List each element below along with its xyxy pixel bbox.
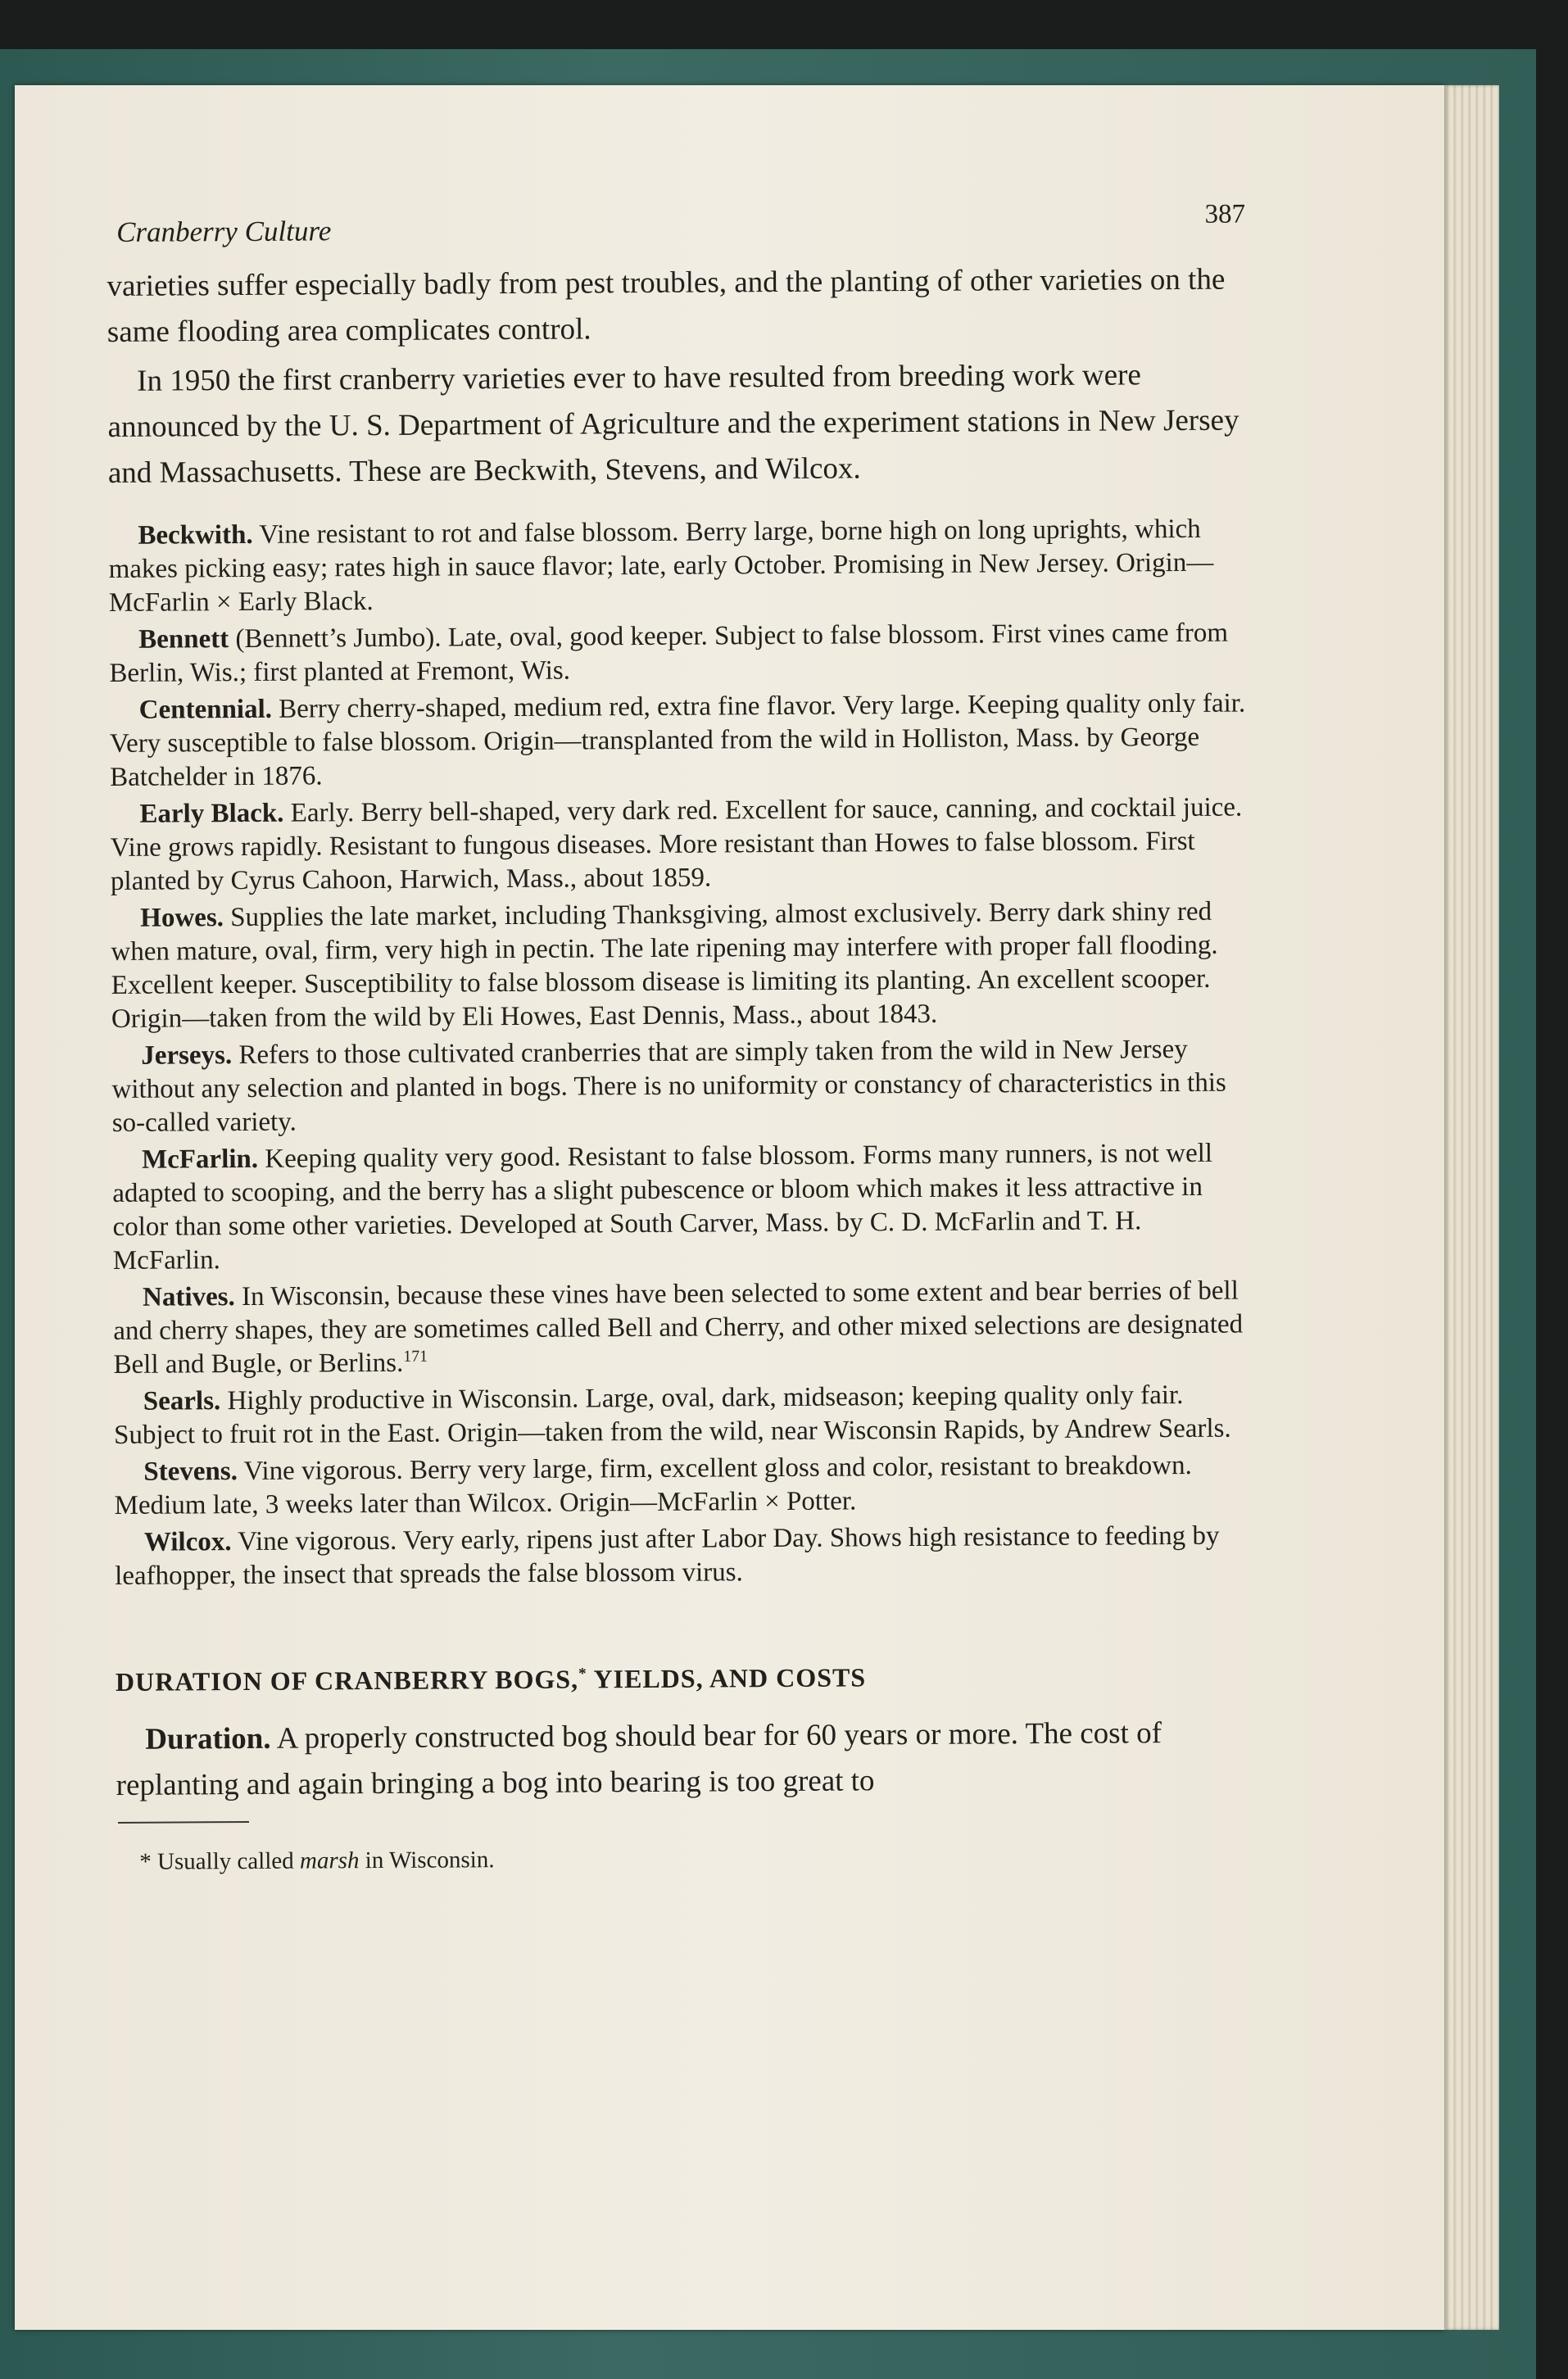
variety-name: Natives. [142, 1282, 235, 1312]
variety-name: McFarlin. [141, 1144, 259, 1175]
duration-text: A properly constructed bog should bear for 60 years or more. The cost of replanting and again bringing a bog into bearing is too great to [116, 1716, 1162, 1802]
variety-name: Wilcox. [143, 1527, 232, 1557]
footnote-rest: in Wisconsin. [359, 1847, 495, 1874]
variety-description: In Wisconsin, because these vines have been selected to some extent and bear berries of bell and cherry shapes, they are sometimes called Bell and Cherry, and other mixed selections are designated Bell and Bugle, or Berlins. [113, 1276, 1244, 1380]
variety-entry-early-black [110, 791, 1249, 898]
variety-entry-mcfarlin [112, 1136, 1252, 1277]
variety-description: Vine vigorous. Very early, ripens just after Labor Day. Shows high resistance to feeding by leafhopper, the insect that spreads the false blossom virus. [115, 1520, 1220, 1591]
variety-list [108, 513, 1253, 1593]
variety-name: Centennial. [138, 694, 273, 725]
variety-description: (Bennett’s Jumbo). Late, oval, good keeper. Subject to false blossom. First vines came from Berlin, Wis.; first planted at Fremont, Wis. [109, 618, 1229, 688]
variety-name: Searls. [143, 1386, 221, 1416]
duration-paragraph [116, 1710, 1255, 1808]
section-heading-rest: YIELDS, AND COSTS [587, 1662, 867, 1694]
intro-paragraph-2: In 1950 the first cranberry varieties ever to have resulted from breeding work were announced by the U. S. Department of Agriculture and the experiment stations in New Jersey and Massachusetts. These are Beckwith, Stevens, and Wilcox. [107, 358, 1239, 490]
variety-entry-searls [114, 1378, 1253, 1452]
variety-description: Early. Berry bell-shaped, very dark red. Excellent for sauce, canning, and cocktail juice. Vine grows rapidly. Resistant to fungous diseases. More resistant than Howes to false blossom. First planted by Cyrus Cahoon, Harwich, Mass., about 1859. [110, 792, 1243, 896]
page-edges [1442, 85, 1499, 2330]
book-page [15, 85, 1444, 2330]
intro-paragraph-1: varieties suffer especially badly from pest troubles, and the planting of other varieties on the same flooding area complicates control. [106, 262, 1226, 349]
variety-description: Vine resistant to rot and false blossom. Berry large, borne high on long uprights, which makes picking easy; rates high in sauce flavor; late, early October. Promising in New Jersey. Origin—McFarlin × Early Black. [108, 514, 1214, 618]
section-heading-text: DURATION OF CRANBERRY BOGS, [115, 1664, 579, 1697]
variety-description: Refers to those cultivated cranberries that are simply taken from the wild in New Jersey without any selection and planted in bogs. There is no uniformity or constancy of characteristics in this so-called variety. [111, 1034, 1226, 1138]
variety-entry-jerseys [111, 1032, 1251, 1140]
variety-description: Berry cherry-shaped, medium red, extra fine flavor. Very large. Keeping quality only fair. Very susceptible to false blossom. Origin—transplanted from the wild in Holliston, Mass. by George Batchelder in 1876. [109, 688, 1246, 792]
footnote-italic: marsh [299, 1847, 360, 1874]
citation-superscript: 171 [403, 1347, 428, 1366]
variety-entry-wilcox [115, 1519, 1253, 1593]
footnote-text: * Usually called [139, 1847, 301, 1875]
section-heading [116, 1660, 1254, 1697]
variety-name: Bennett [138, 624, 229, 655]
footnote-mark: * [578, 1665, 587, 1683]
variety-entry-natives [113, 1274, 1253, 1381]
page-content [106, 199, 1256, 1901]
variety-name: Jerseys. [141, 1040, 233, 1071]
variety-description: Highly productive in Wisconsin. Large, oval, dark, midseason; keeping quality only fair. Subject to fruit rot in the East. Origin—taken from the wild, near Wisconsin Rapids, by Andrew Searls. [113, 1380, 1231, 1450]
duration-term: Duration. [145, 1721, 271, 1756]
variety-description: Keeping quality very good. Resistant to false blossom. Forms many runners, is not well adapted to scooping, and the berry has a slight pubescence or bloom which makes it less attractive in color than some other varieties. Developed at South Carver, Mass. by C. D. McFarlin and T. H. McFarlin. [112, 1138, 1213, 1276]
page-header [106, 199, 1246, 264]
variety-entry-bennett [109, 616, 1248, 690]
footnote-divider [118, 1821, 249, 1824]
variety-entry-beckwith [108, 513, 1248, 620]
variety-description: Vine vigorous. Berry very large, firm, excellent gloss and color, resistant to breakdown. Medium late, 3 weeks later than Wilcox. Origin—McFarlin × Potter. [114, 1450, 1192, 1520]
variety-description: Supplies the late market, including Thanksgiving, almost exclusively. Berry dark shiny red when mature, oval, firm, very high in pectin. The late ripening may interfere with proper fall flooding. Excellent keeper. Susceptibility to false blossom disease is limiting its planting. An excellent scooper. Origin—taken from the wild by Eli Howes, East Dennis, Mass., about 1843. [111, 896, 1218, 1034]
variety-name: Stevens. [143, 1457, 238, 1487]
variety-name: Howes. [140, 903, 224, 933]
variety-name: Early Black. [139, 798, 284, 829]
page-number: 387 [1204, 199, 1246, 229]
variety-name: Beckwith. [138, 519, 253, 551]
variety-entry-howes [111, 895, 1250, 1035]
variety-entry-stevens [114, 1448, 1253, 1522]
footnote [116, 1840, 1255, 1876]
running-head: Cranberry Culture [116, 215, 332, 248]
variety-entry-centennial [110, 687, 1249, 794]
